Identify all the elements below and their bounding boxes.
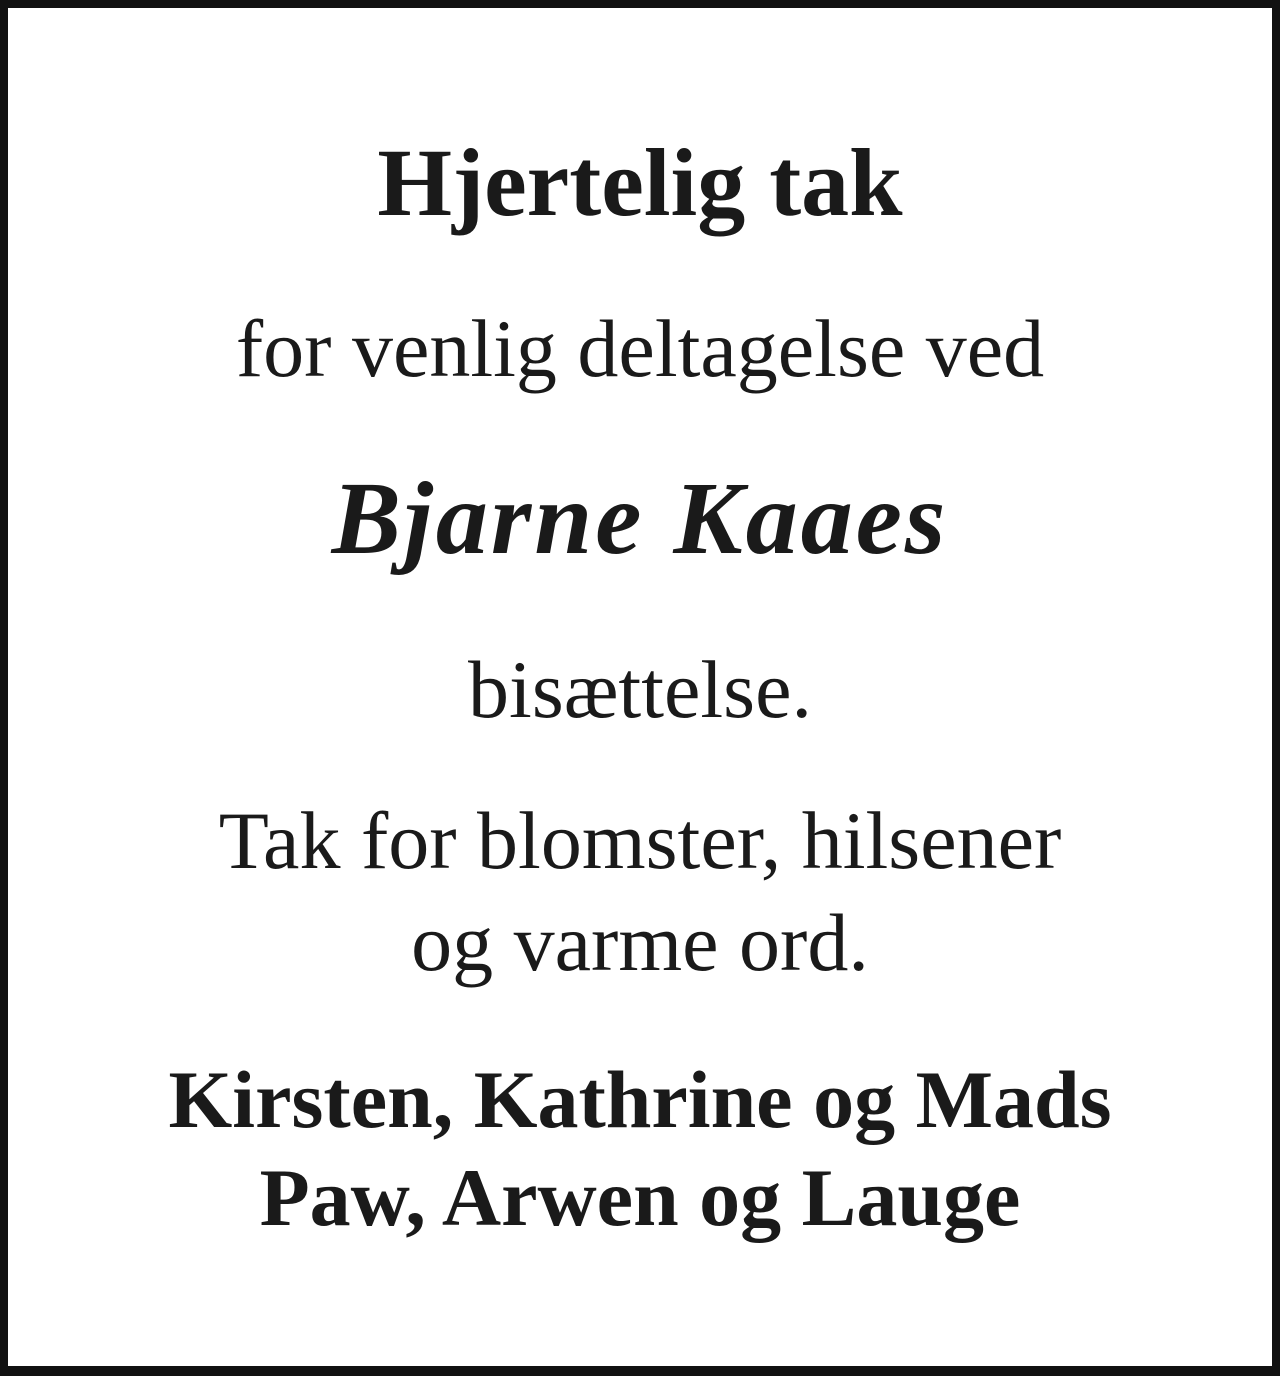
notice-intro: for venlig deltagelse ved bbox=[235, 303, 1045, 394]
notice-heading: Hjertelig tak bbox=[377, 129, 903, 236]
signature-line: Kirsten, Kathrine og Mads bbox=[168, 1054, 1112, 1145]
notice-event: bisættelse. bbox=[468, 644, 812, 735]
thanks-line: Tak for blomster, hilsener bbox=[218, 795, 1062, 886]
deceased-name: Bjarne Kaaes bbox=[331, 461, 949, 576]
signature-line: Paw, Arwen og Lauge bbox=[259, 1152, 1021, 1243]
thanks-line: og varme ord. bbox=[411, 897, 869, 988]
